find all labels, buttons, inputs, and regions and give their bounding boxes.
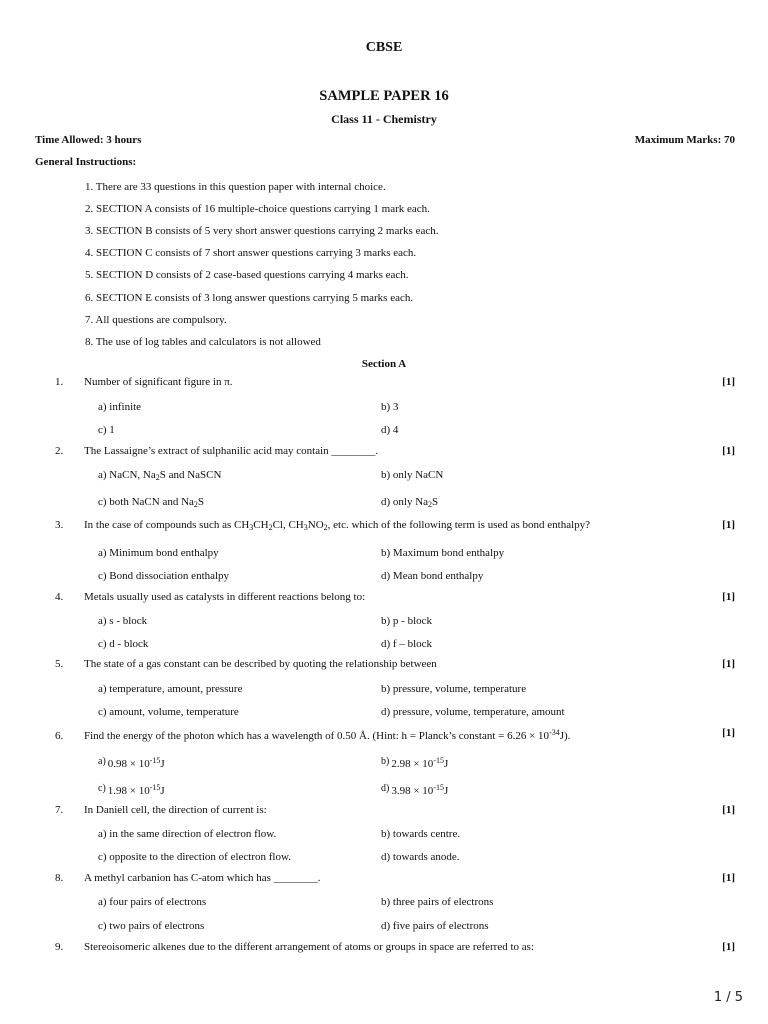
maximum-marks: Maximum Marks: 70 [634, 134, 735, 146]
option-c: c) Bond dissociation enthalpy [98, 570, 230, 582]
instruction-item: 8. The use of log tables and calculators is not allowed [85, 336, 321, 348]
option-c: c) d - block [98, 638, 149, 650]
option-d: d) 4 [381, 424, 399, 436]
question-marks: [1] [722, 941, 735, 953]
question-number: 9. [55, 941, 64, 953]
option-c: c) 1 [98, 424, 115, 436]
question-number: 8. [55, 872, 64, 884]
page-indicator: 1 / 5 [713, 990, 743, 1005]
question-text: In the case of compounds such as $CH_3CH_2Cl$, $CH_3NO_2$, etc. which of the following term is used as bond enthalpy? [84, 519, 591, 532]
option-d: d) Mean bond enthalpy [381, 570, 484, 582]
question-text: The Lassaigne’s extract of sulphanilic acid may contain ________. [84, 445, 379, 457]
paper-title: SAMPLE PAPER 16 [319, 88, 449, 104]
option-b: b) p - block [381, 615, 433, 627]
instruction-item: 2. SECTION A consists of 16 multiple-choice questions carrying 1 mark each. [85, 203, 430, 215]
option-d: d) only $Na_2S$ [381, 496, 439, 509]
option-a: a) NaCN, $Na_2S$ and NaSCN [98, 469, 222, 482]
section-a-heading: Section A [361, 358, 407, 370]
question-text: The state of a gas constant can be described by quoting the relationship between [84, 658, 437, 670]
option-b: b) only NaCN [381, 469, 444, 481]
question-marks: [1] [722, 376, 735, 388]
option-a: a) s - block [98, 615, 148, 627]
option-c: c) opposite to the direction of electron flow. [98, 851, 291, 863]
question-text: Metals usually used as catalysts in different reactions belong to: [84, 591, 366, 603]
instruction-item: 5. SECTION D consists of 2 case-based questions carrying 4 marks each. [85, 269, 409, 281]
option-a: a) in the same direction of electron flow. [98, 828, 277, 840]
time-allowed: Time Allowed: 3 hours [35, 134, 142, 146]
question-marks: [1] [722, 804, 735, 816]
question-number: 2. [55, 445, 64, 457]
option-d: d) towards anode. [381, 851, 460, 863]
option-b: b) towards centre. [381, 828, 461, 840]
option-c: c) both NaCN and $Na_2S$ [98, 496, 205, 509]
question-number: 3. [55, 519, 64, 531]
question-number: 7. [55, 804, 64, 816]
option-c: c) $1.98 \times 10^{-15}J$ [98, 783, 165, 797]
question-number: 5. [55, 658, 64, 670]
question-marks: [1] [722, 445, 735, 457]
option-a: a) temperature, amount, pressure [98, 683, 243, 695]
option-b: b) Maximum bond enthalpy [381, 547, 505, 559]
option-a: a) $0.98 \times 10^{-15}J$ [98, 756, 165, 770]
general-instructions-heading: General Instructions: [35, 156, 137, 168]
option-a: a) Minimum bond enthalpy [98, 547, 219, 559]
instruction-item: 1. There are 33 questions in this question paper with internal choice. [85, 181, 386, 193]
question-text: Find the energy of the photon which has a wavelength of 0.50 Å. (Hint: h = Planck’s constant = $6.26 \times 10^{-34}J$). [84, 728, 571, 742]
option-b: b) three pairs of electrons [381, 896, 494, 908]
question-marks: [1] [722, 727, 735, 739]
question-number: 4. [55, 591, 64, 603]
question-text: Stereoisomeric alkenes due to the different arrangement of atoms or groups in space are referred to as: [84, 941, 535, 953]
option-d: d) f – block [381, 638, 433, 650]
option-c: c) amount, volume, temperature [98, 706, 239, 718]
question-number: 6. [55, 730, 64, 742]
paper-subtitle: Class 11 - Chemistry [331, 112, 437, 126]
board-name: CBSE [365, 40, 403, 55]
question-number: 1. [55, 376, 64, 388]
question-text: A methyl carbanion has C-atom which has ________. [84, 872, 321, 884]
option-a: a) infinite [98, 401, 142, 413]
question-marks: [1] [722, 872, 735, 884]
instruction-item: 3. SECTION B consists of 5 very short answer questions carrying 2 marks each. [85, 225, 439, 237]
option-b: b) $2.98 \times 10^{-15}J$ [381, 756, 449, 770]
option-d: d) pressure, volume, temperature, amount [381, 706, 565, 718]
option-d: d) five pairs of electrons [381, 920, 489, 932]
instruction-item: 7. All questions are compulsory. [85, 314, 227, 326]
question-marks: [1] [722, 591, 735, 603]
instruction-item: 4. SECTION C consists of 7 short answer questions carrying 3 marks each. [85, 247, 417, 259]
option-a: a) four pairs of electrons [98, 896, 207, 908]
question-marks: [1] [722, 519, 735, 531]
instruction-item: 6. SECTION E consists of 3 long answer questions carrying 5 marks each. [85, 292, 414, 304]
option-d: d) $3.98 \times 10^{-15}J$ [381, 783, 449, 797]
option-b: b) 3 [381, 401, 399, 413]
question-text: In Daniell cell, the direction of current is: [84, 804, 267, 816]
option-c: c) two pairs of electrons [98, 920, 205, 932]
question-marks: [1] [722, 658, 735, 670]
option-b: b) pressure, volume, temperature [381, 683, 527, 695]
question-text: Number of significant figure in π. [84, 376, 233, 388]
